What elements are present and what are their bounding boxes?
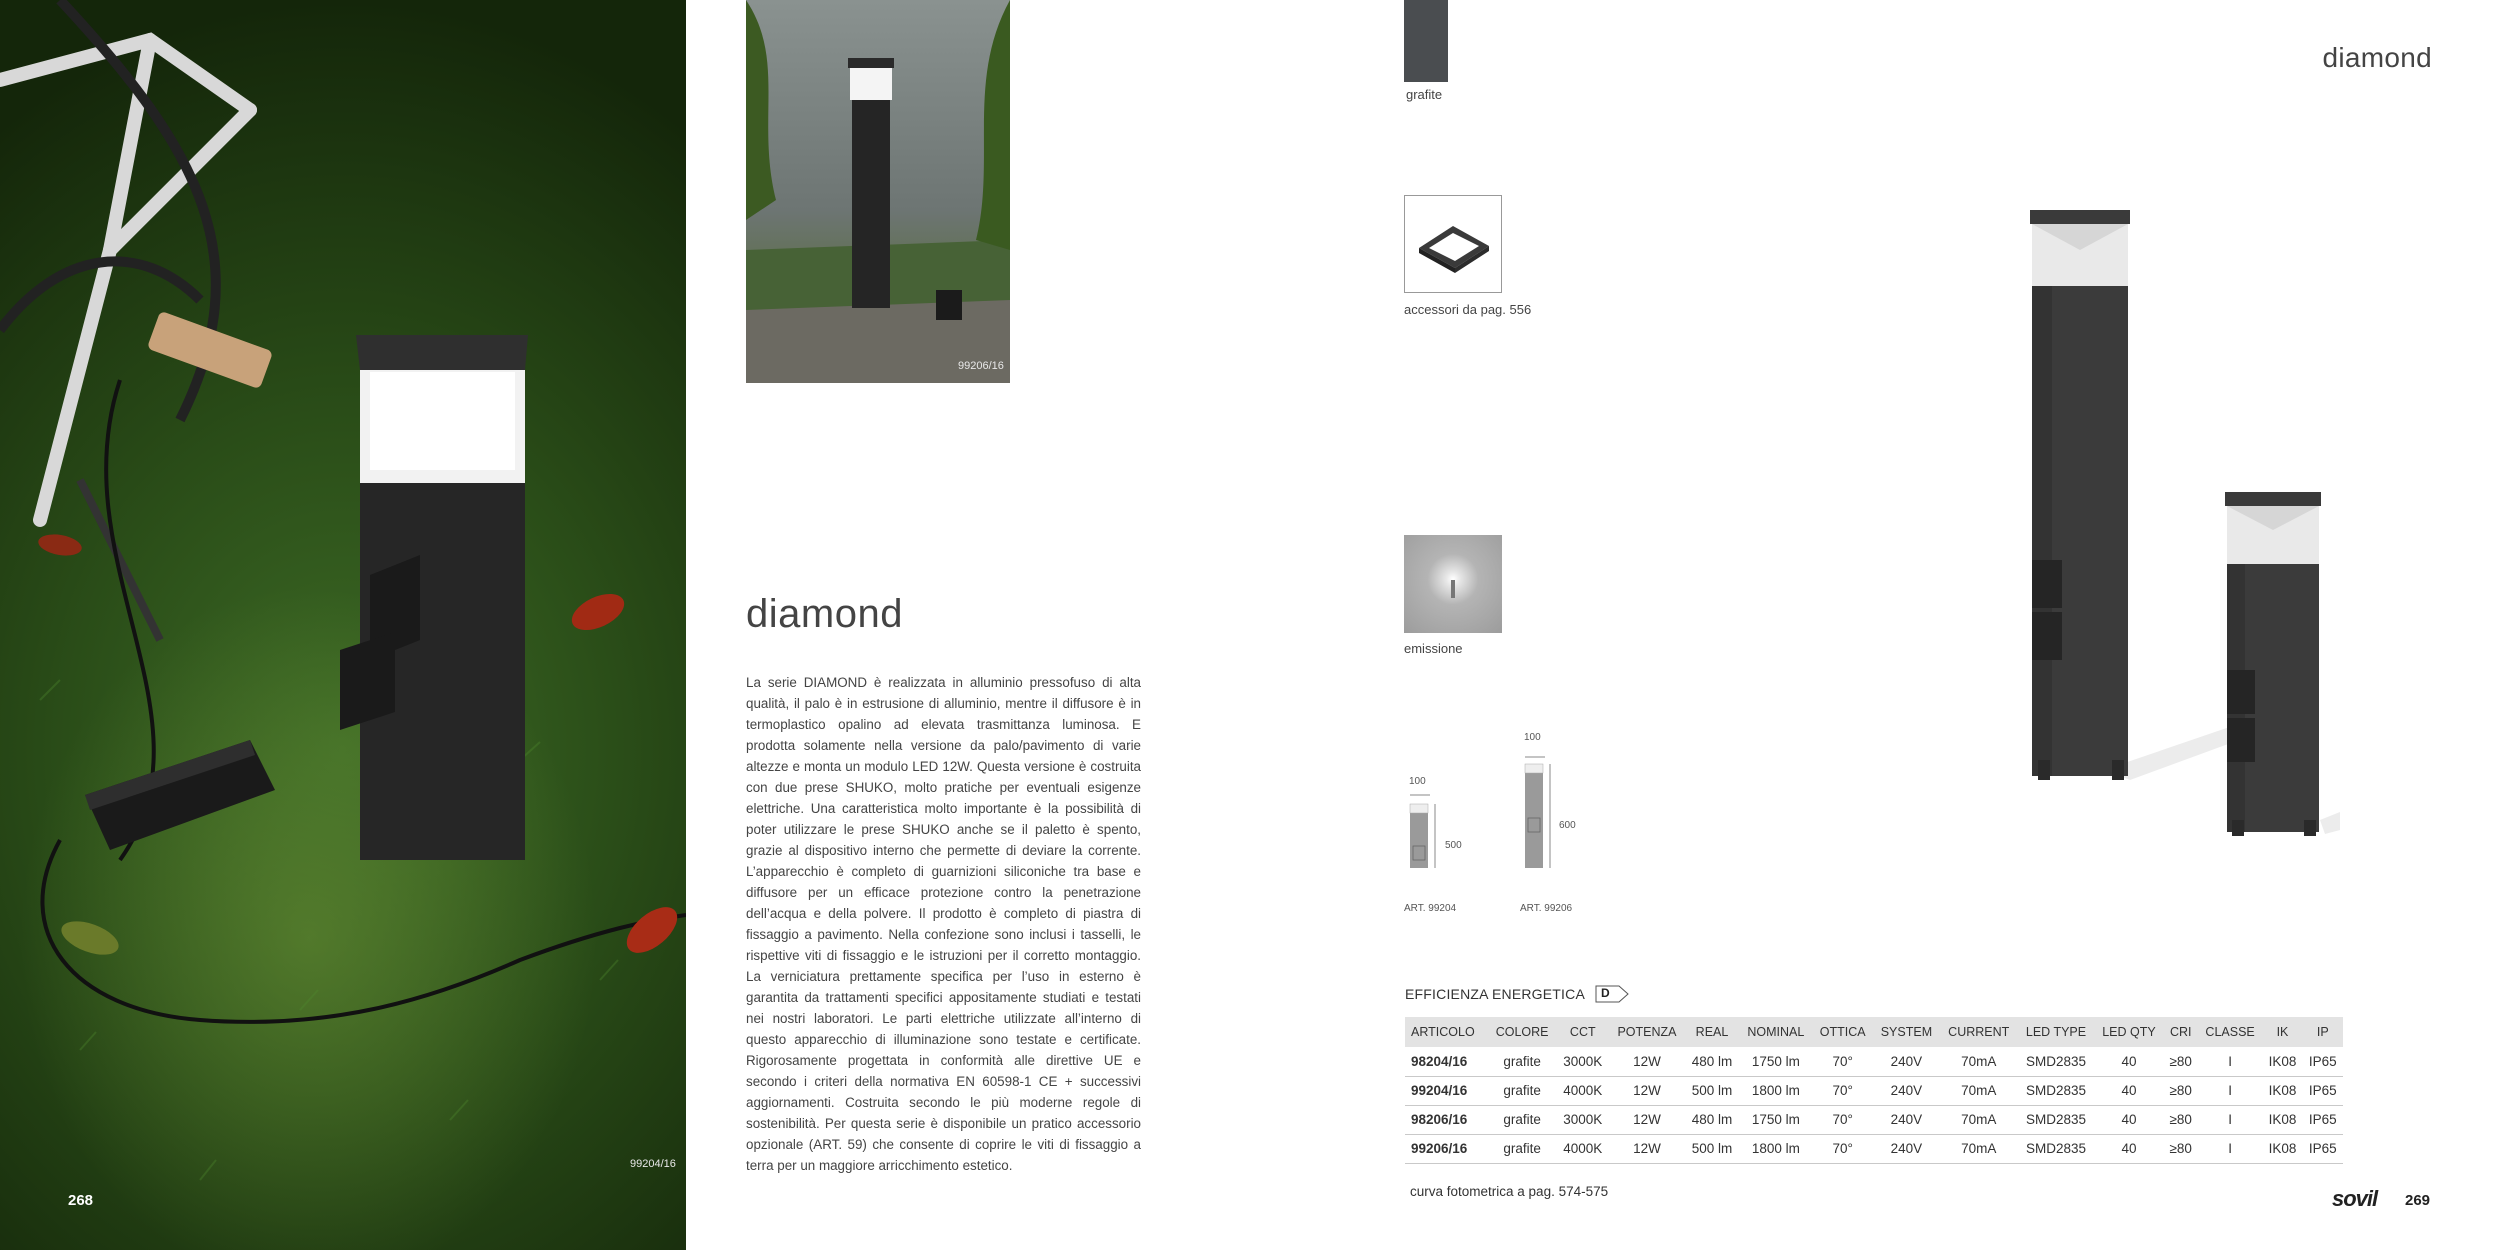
page-number-left: 268	[68, 1192, 94, 1209]
emission-thumbnail	[1404, 535, 1502, 633]
column-header-system: SYSTEM	[1873, 1017, 1940, 1047]
product-title: diamond	[746, 592, 903, 636]
column-header-led-qty: LED QTY	[2094, 1017, 2163, 1047]
table-cell: 70°	[1812, 1047, 1873, 1076]
table-cell: 240V	[1873, 1076, 1940, 1105]
table-cell: 1750 lm	[1739, 1047, 1812, 1076]
dim-width-99204: 100	[1409, 776, 1426, 787]
product-photo-small	[746, 0, 1010, 383]
table-cell: I	[2198, 1047, 2263, 1076]
table-cell: 480 lm	[1685, 1047, 1740, 1076]
table-cell: I	[2198, 1134, 2263, 1163]
table-cell: 12W	[1609, 1047, 1684, 1076]
energy-class-letter: D	[1601, 986, 1610, 1000]
table-cell: 40	[2094, 1105, 2163, 1134]
table-cell: ≥80	[2164, 1076, 2198, 1105]
accessory-frame-icon	[1405, 196, 1501, 292]
table-cell: SMD2835	[2018, 1047, 2095, 1076]
table-cell: 240V	[1873, 1134, 1940, 1163]
table-cell: 70°	[1812, 1134, 1873, 1163]
table-cell: 40	[2094, 1134, 2163, 1163]
table-cell: 40	[2094, 1047, 2163, 1076]
table-cell: I	[2198, 1076, 2263, 1105]
table-cell: ≥80	[2164, 1105, 2198, 1134]
table-cell: 3000K	[1556, 1047, 1609, 1076]
table-cell: IK08	[2262, 1105, 2302, 1134]
dimension-drawings	[1395, 728, 1615, 868]
table-cell: 99206/16	[1405, 1134, 1488, 1163]
table-cell: 480 lm	[1685, 1105, 1740, 1134]
photo-illustration	[0, 0, 686, 1250]
table-row	[1405, 1105, 2343, 1134]
column-header-ip: IP	[2303, 1017, 2343, 1047]
column-header-nominal: NOMINAL	[1739, 1017, 1812, 1047]
table-cell: 1800 lm	[1739, 1134, 1812, 1163]
table-cell: IK08	[2262, 1134, 2302, 1163]
table-cell: 70mA	[1940, 1047, 2018, 1076]
column-header-potenza: POTENZA	[1609, 1017, 1684, 1047]
table-cell: 240V	[1873, 1105, 1940, 1134]
product-description: La serie DIAMOND è realizzata in alluminio pressofuso di alta qualità, il palo è in estrusione di alluminio, mentre il diffusore è in termoplastico opalino ad elevata trasmittanza luminosa. E prodotta solamente nella versione da palo/pavimento di varie altezze e monta un modulo LED 12W. Questa versione è costruita con due prese SHUKO, molto pratiche per eventuali esigenze elettriche. Una caratteristica molto importante è la possibilità di poter utilizzare le prese SHUKO anche se il paletto è spento, grazie al dispositivo interno che permette di deviare la corrente. L’apparecchio è completo di guarnizioni siliconiche tra base e diffusore per un efficace protezione contro la penetrazione dell’acqua e della polvere. Il prodotto è completo di piastra di fissaggio a pavimento. Nella confezione sono inclusi i tasselli, le rispettive viti di fissaggio e le istruzioni per il corretto montaggio. La verniciatura prettamente specifica per l’uso in esterno è garantita da trattamenti specifici appositamente studiati e testati nei nostri laboratori. Le parti elettriche utilizzate all’interno di questo apparecchio di illuminazione sono testate e certificate. Rigorosamente progettata in conformità alle direttive UE e secondo i criteri della normativa EN 60598-1 CE + successivi aggiornamenti. Costruita secondo le più moderne regole di sostenibilità. Per questa serie è disponibile un pratico accessorio opzionale (ART. 59) che consente di coprire le viti di fissaggio a terra per un maggiore arricchimento estetico.	[746, 675, 1141, 1173]
table-cell: SMD2835	[2018, 1076, 2095, 1105]
table-cell: 500 lm	[1685, 1076, 1740, 1105]
table-cell: 12W	[1609, 1076, 1684, 1105]
emission-light-icon	[1404, 535, 1502, 633]
table-cell: 98204/16	[1405, 1047, 1488, 1076]
table-cell: 1800 lm	[1739, 1076, 1812, 1105]
energy-efficiency-label: EFFICIENZA ENERGETICA	[1405, 986, 1585, 1002]
page-title-right: diamond	[2322, 42, 2432, 73]
dim-height-99206: 600	[1559, 820, 1576, 831]
photo-small-illustration	[746, 0, 1010, 383]
spec-table-body	[1405, 1047, 2343, 1163]
table-cell: 1750 lm	[1739, 1105, 1812, 1134]
dim-height-99204: 500	[1445, 840, 1462, 851]
photo-code-small: 99206/16	[958, 360, 1004, 372]
column-header-led-type: LED TYPE	[2018, 1017, 2095, 1047]
table-cell: IK08	[2262, 1047, 2302, 1076]
table-cell: SMD2835	[2018, 1105, 2095, 1134]
table-cell: 70mA	[1940, 1105, 2018, 1134]
table-cell: 70°	[1812, 1105, 1873, 1134]
table-cell: 3000K	[1556, 1105, 1609, 1134]
table-cell: IP65	[2303, 1105, 2343, 1134]
column-header-cct: CCT	[1556, 1017, 1609, 1047]
table-cell: grafite	[1488, 1105, 1556, 1134]
photometric-curve-note: curva fotometrica a pag. 574-575	[1410, 1184, 1609, 1199]
table-cell: grafite	[1488, 1047, 1556, 1076]
dim-width-99206: 100	[1524, 732, 1541, 743]
table-cell: 4000K	[1556, 1134, 1609, 1163]
table-cell: 12W	[1609, 1105, 1684, 1134]
table-cell: 4000K	[1556, 1076, 1609, 1105]
column-header-articolo: ARTICOLO	[1405, 1017, 1488, 1047]
spec-table	[1405, 1017, 2343, 1164]
table-row	[1405, 1047, 2343, 1076]
accessory-thumbnail	[1404, 195, 1502, 293]
table-cell: 98206/16	[1405, 1105, 1488, 1134]
lifestyle-photo	[0, 0, 686, 1250]
table-cell: grafite	[1488, 1076, 1556, 1105]
column-header-classe: CLASSE	[2198, 1017, 2263, 1047]
table-cell: I	[2198, 1105, 2263, 1134]
table-cell: 70mA	[1940, 1134, 2018, 1163]
table-cell: IP65	[2303, 1047, 2343, 1076]
dim-label-99206: ART. 99206	[1520, 903, 1573, 914]
table-cell: 500 lm	[1685, 1134, 1740, 1163]
table-cell: 12W	[1609, 1134, 1684, 1163]
color-swatch-label: grafite	[1406, 87, 1443, 102]
table-cell: 240V	[1873, 1047, 1940, 1076]
column-header-ottica: OTTICA	[1812, 1017, 1873, 1047]
column-header-ik: IK	[2262, 1017, 2302, 1047]
table-cell: IP65	[2303, 1134, 2343, 1163]
emission-label: emissione	[1404, 641, 1463, 656]
table-cell: ≥80	[2164, 1047, 2198, 1076]
table-cell: ≥80	[2164, 1134, 2198, 1163]
photo-code-left: 99204/16	[630, 1158, 676, 1170]
column-header-colore: COLORE	[1488, 1017, 1556, 1047]
table-cell: 70mA	[1940, 1076, 2018, 1105]
table-cell: 99204/16	[1405, 1076, 1488, 1105]
table-cell: 70°	[1812, 1076, 1873, 1105]
table-row	[1405, 1134, 2343, 1163]
brand-logo: sovil	[2332, 1186, 2378, 1211]
table-cell: 40	[2094, 1076, 2163, 1105]
product-render	[1980, 200, 2340, 850]
table-cell: IP65	[2303, 1076, 2343, 1105]
energy-efficiency	[1405, 985, 1629, 1003]
accessory-label: accessori da pag. 556	[1404, 302, 1532, 317]
table-row	[1405, 1076, 2343, 1105]
column-header-current: CURRENT	[1940, 1017, 2018, 1047]
table-cell: SMD2835	[2018, 1134, 2095, 1163]
table-cell: grafite	[1488, 1134, 1556, 1163]
table-cell: IK08	[2262, 1076, 2302, 1105]
dim-label-99204: ART. 99204	[1404, 903, 1457, 914]
color-swatch-grafite	[1404, 0, 1448, 82]
page-number-right: 269	[2405, 1192, 2431, 1209]
energy-class-badge	[1595, 985, 1629, 1003]
column-header-real: REAL	[1685, 1017, 1740, 1047]
column-header-cri: CRI	[2164, 1017, 2198, 1047]
spec-table-header	[1405, 1017, 2343, 1047]
